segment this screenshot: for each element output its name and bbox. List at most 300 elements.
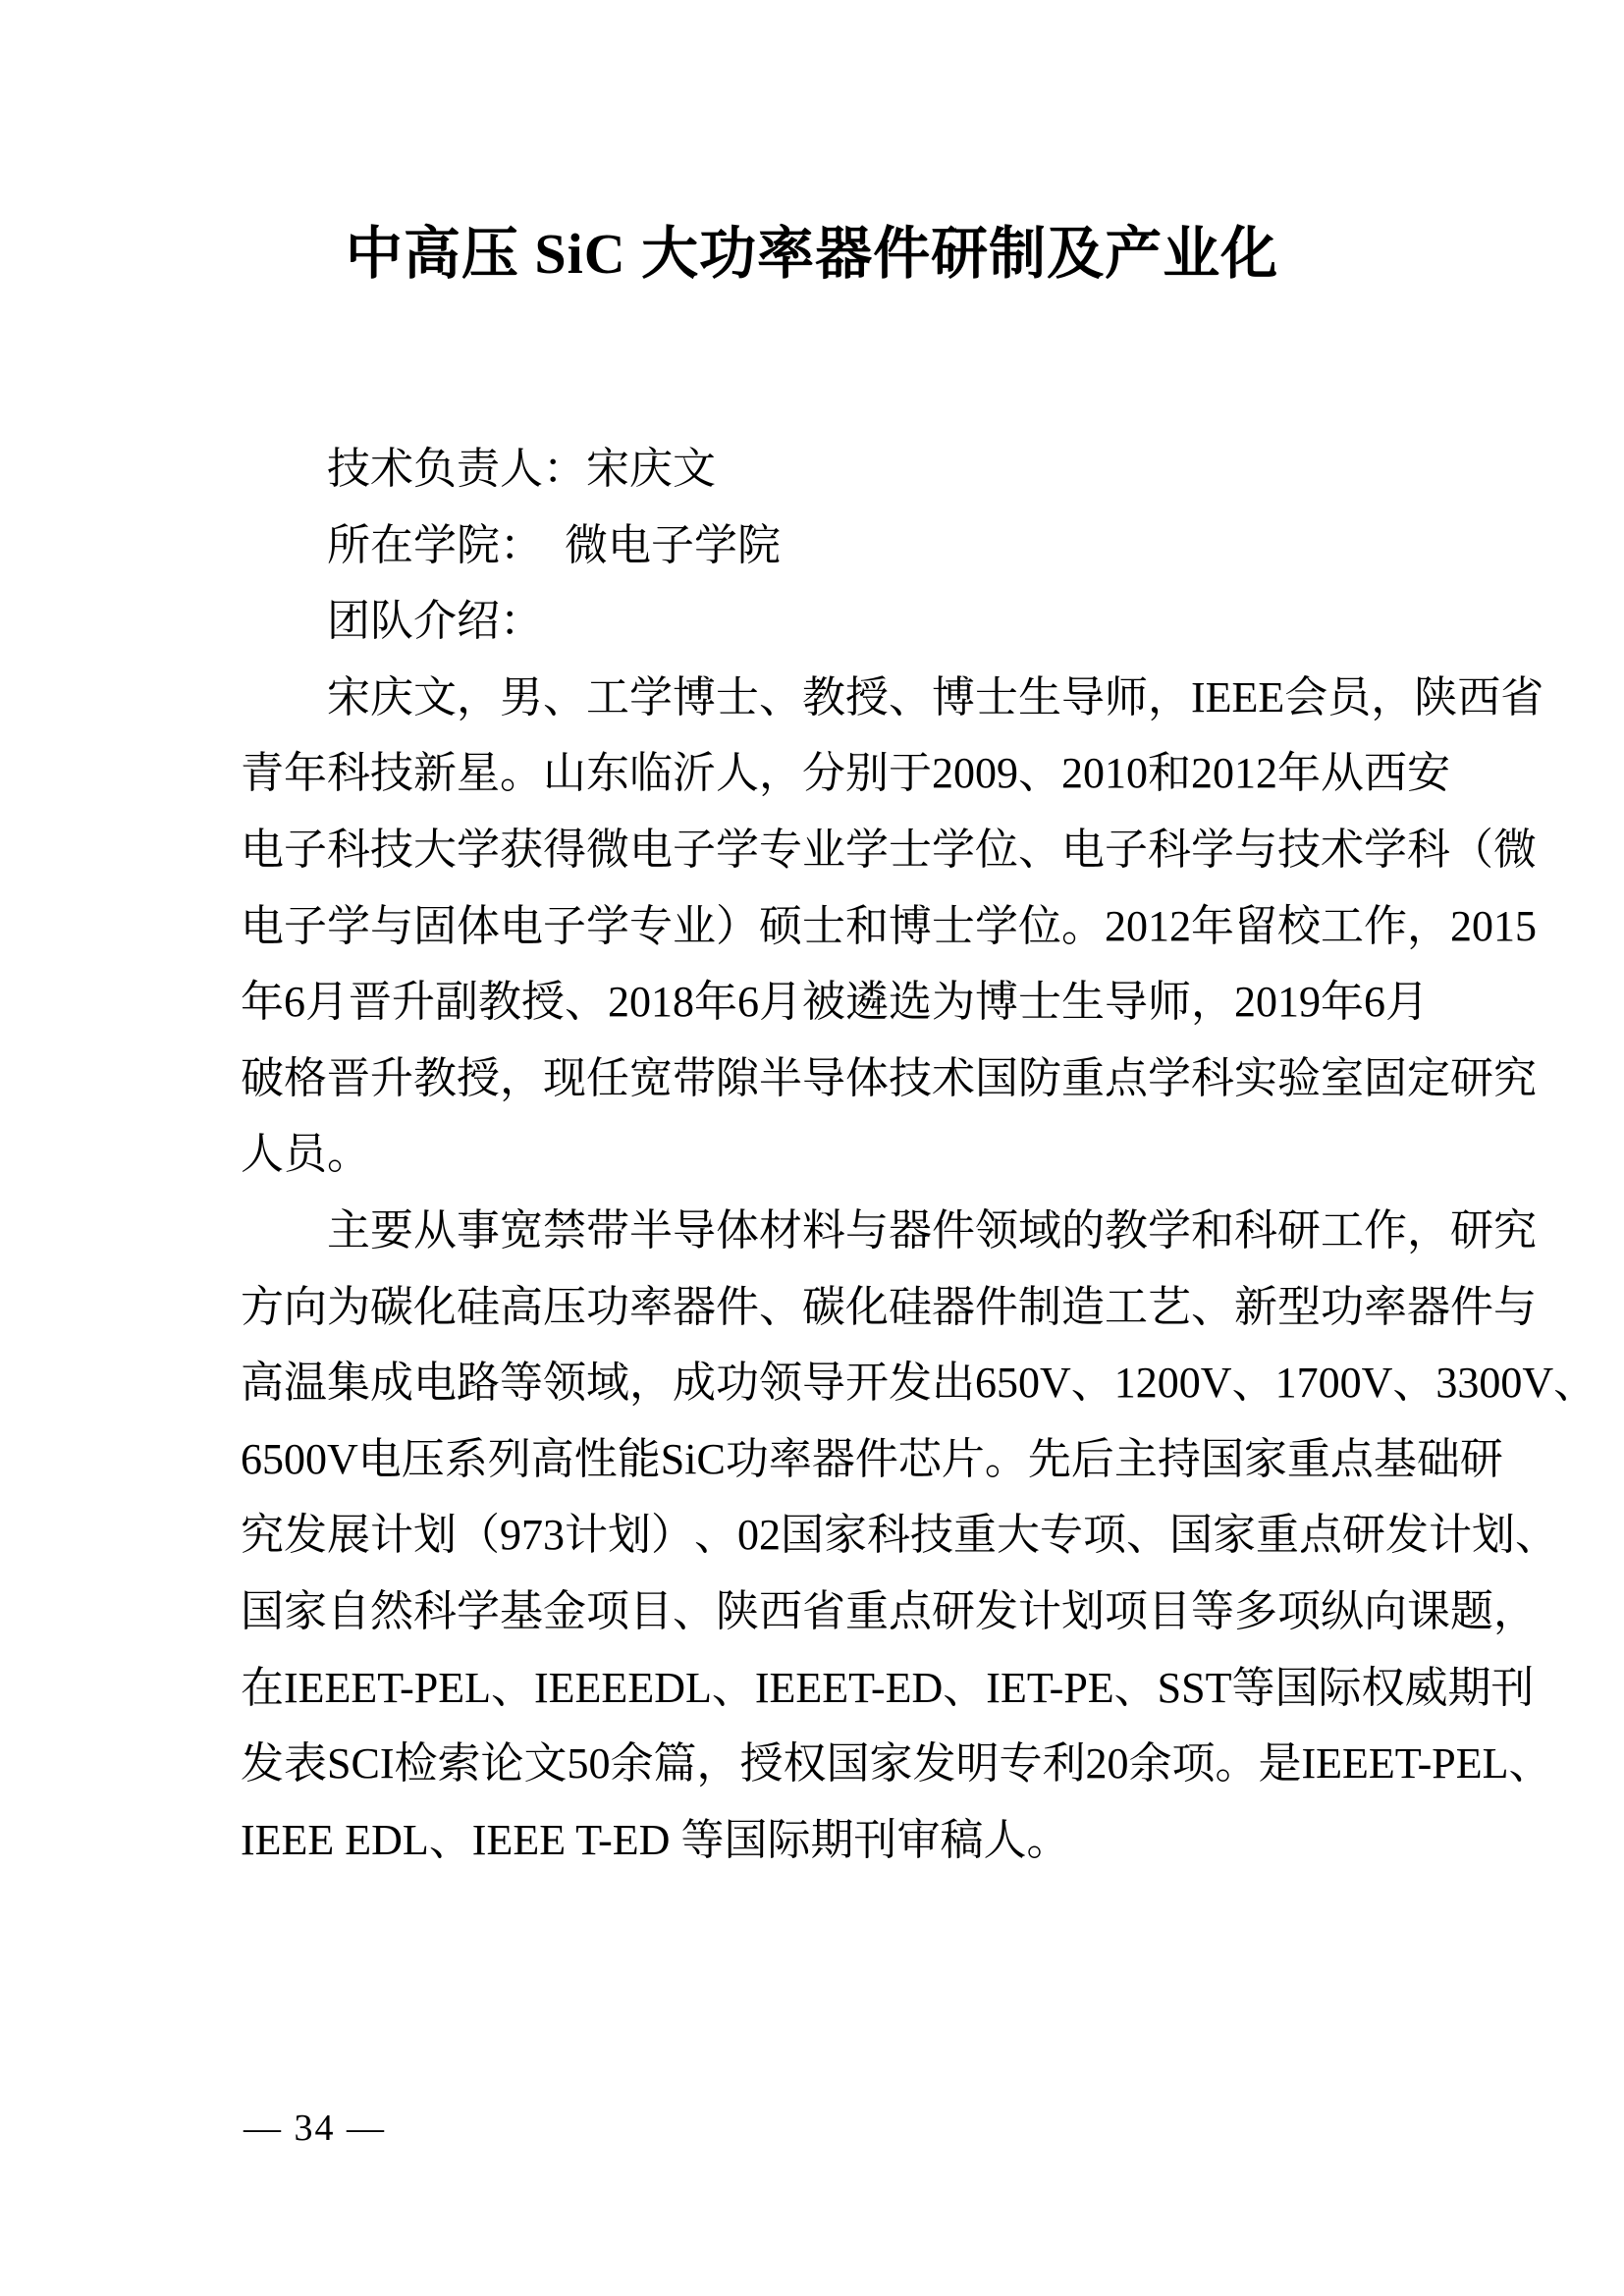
- text-token: 教: [1105, 1205, 1148, 1255]
- text-token: 刊: [1490, 1663, 1535, 1712]
- text-token: 家: [1213, 1511, 1256, 1560]
- text-token: 域: [1018, 1205, 1061, 1255]
- text-token: 20: [1085, 1739, 1129, 1789]
- text-token: 位: [1018, 901, 1061, 950]
- text-token: 项: [1105, 1586, 1148, 1635]
- text-token: 隙: [716, 1053, 759, 1102]
- text-token: 固: [413, 901, 457, 950]
- text-token: 授: [739, 1739, 784, 1789]
- text-token: 子: [673, 825, 716, 874]
- text-token: 新: [413, 749, 457, 798]
- text-token: 重: [1286, 1434, 1330, 1483]
- text-token: 从: [413, 1205, 457, 1255]
- text-token: 基: [500, 1586, 543, 1635]
- text-token: 持: [1157, 1434, 1201, 1483]
- text-token: 学: [1191, 825, 1234, 874]
- text-token: 际: [1318, 1663, 1362, 1712]
- text-token: 器: [889, 1205, 932, 1255]
- text-token: 展: [327, 1511, 370, 1560]
- text-token: 论: [480, 1739, 524, 1789]
- text-token: 与: [1493, 1282, 1537, 1331]
- text-token: 获: [500, 825, 543, 874]
- text-token: ，: [629, 1359, 673, 1408]
- text-line: 团队介绍：: [327, 597, 543, 646]
- text-token: 基: [1373, 1434, 1417, 1483]
- text-token: 领: [975, 1205, 1018, 1255]
- text-token: 晋: [327, 1053, 370, 1102]
- text-token: 业: [673, 901, 716, 950]
- text-token: 电: [357, 1434, 402, 1483]
- text-token: 大: [997, 1511, 1040, 1560]
- text-token: 研: [1277, 1205, 1321, 1255]
- text-token: 专: [1040, 1511, 1083, 1560]
- text-token: 。: [500, 749, 543, 798]
- text-token: 士: [889, 825, 932, 874]
- text-token: 余: [1128, 1739, 1172, 1789]
- text-token: 础: [1416, 1434, 1460, 1483]
- text-token: 性: [573, 1434, 618, 1483]
- text-token: 650V: [975, 1359, 1071, 1408]
- text-token: 化: [413, 1282, 457, 1331]
- text-token: 化: [845, 1282, 889, 1331]
- text-token: 格: [284, 1053, 327, 1102]
- text-token: 发: [912, 1739, 956, 1789]
- text-token: 实: [1234, 1053, 1277, 1102]
- text-token: 、: [1126, 1511, 1169, 1560]
- text-token: ，: [457, 672, 500, 721]
- text-token: 工: [1321, 1205, 1364, 1255]
- text-line: [241, 964, 1429, 1041]
- text-token: 功: [716, 1359, 759, 1408]
- text-token: 硕: [759, 901, 802, 950]
- text-token: 月: [1385, 978, 1429, 1027]
- text-token: 陕: [716, 1586, 759, 1635]
- text-token: 学: [586, 901, 629, 950]
- text-token: 功: [586, 1282, 629, 1331]
- text-token: 重: [1256, 1511, 1299, 1560]
- text-token: 。: [984, 1434, 1028, 1483]
- text-token: 导: [1105, 978, 1148, 1027]
- text-token: 省: [1500, 672, 1544, 721]
- text-token: SST: [1157, 1663, 1232, 1712]
- text-token: 沂: [673, 749, 716, 798]
- text-token: 科: [1148, 825, 1191, 874]
- text-token: 庆: [370, 672, 413, 721]
- text-token: T-PEL: [1394, 1739, 1509, 1789]
- text-token: 等: [500, 1359, 543, 1408]
- text-token: 点: [1105, 1053, 1148, 1102]
- text-token: 划: [1472, 1511, 1515, 1560]
- text-token: 发: [975, 1586, 1018, 1635]
- text-token: 东: [586, 749, 629, 798]
- text-token: 、: [1515, 1511, 1558, 1560]
- text-token: 硅: [457, 1282, 500, 1331]
- text-token: 国: [1200, 1434, 1244, 1483]
- text-token: 半: [629, 1205, 673, 1255]
- text-token: 任: [586, 1053, 629, 1102]
- text-token: 、: [1113, 1663, 1158, 1712]
- text-token: 生: [1061, 978, 1105, 1027]
- text-line: [241, 1726, 1552, 1802]
- text-token: 校: [1277, 901, 1321, 950]
- text-token: 利: [1042, 1739, 1086, 1789]
- text-token: 体: [845, 1053, 889, 1102]
- text-token: 士: [975, 672, 1018, 721]
- text-token: 、: [759, 672, 802, 721]
- text-token: 划: [413, 1511, 457, 1560]
- text-token: 发: [284, 1511, 327, 1560]
- text-token: 士: [716, 672, 759, 721]
- text-token: 带: [673, 1053, 716, 1102]
- text-token: 学: [327, 901, 370, 950]
- text-token: 士: [802, 901, 845, 950]
- text-token: 宋: [327, 672, 370, 721]
- text-token: 升: [392, 978, 435, 1027]
- text-token: 究: [1493, 1205, 1537, 1255]
- text-token: 月: [305, 978, 349, 1027]
- text-token: 电: [241, 901, 284, 950]
- text-token: 分: [802, 749, 845, 798]
- text-token: 临: [629, 749, 673, 798]
- text-token: 陕: [1414, 672, 1458, 721]
- text-token: 子: [284, 901, 327, 950]
- text-token: 、: [1018, 825, 1061, 874]
- text-token: 工: [1105, 1282, 1148, 1331]
- text-token: 计: [370, 1511, 413, 1560]
- text-token: 男: [500, 672, 543, 721]
- text-token: 导: [802, 1053, 845, 1102]
- text-token: 压: [543, 1282, 586, 1331]
- text-token: 导: [673, 1205, 716, 1255]
- text-token: 、: [543, 672, 586, 721]
- text-line: [241, 1421, 1503, 1498]
- text-token: 技: [910, 1511, 953, 1560]
- text-token: IET-PE: [986, 1663, 1114, 1712]
- text-token: 2018: [608, 978, 694, 1027]
- text-token: 学: [629, 672, 673, 721]
- text-token: 方: [241, 1282, 284, 1331]
- text-token: 新: [1234, 1282, 1277, 1331]
- text-token: 项: [586, 1586, 629, 1635]
- text-token: 业: [802, 825, 845, 874]
- text-token: 位: [975, 825, 1018, 874]
- text-token: 和: [1191, 1205, 1234, 1255]
- text-token: 科: [327, 749, 370, 798]
- text-token: 技: [370, 825, 413, 874]
- text-token: 、: [1553, 1359, 1597, 1408]
- text-token: 和: [1148, 749, 1191, 798]
- text-token: 点: [1329, 1434, 1374, 1483]
- text-token: 学: [1148, 1053, 1191, 1102]
- text-token: 电: [241, 825, 284, 874]
- text-token: 期: [1447, 1663, 1491, 1712]
- text-token: 金: [543, 1586, 586, 1635]
- text-token: 、: [1392, 1359, 1436, 1408]
- text-token: 国: [1169, 1511, 1213, 1560]
- text-token: 6: [1364, 978, 1385, 1027]
- text-token: IEEE: [1301, 1739, 1395, 1789]
- text-token: 、: [1070, 1359, 1114, 1408]
- text-token: 。: [1061, 901, 1105, 950]
- text-token: 2019: [1234, 978, 1321, 1027]
- text-token: 年: [694, 978, 737, 1027]
- text-token: 年: [284, 749, 327, 798]
- text-token: 电: [500, 901, 543, 950]
- text-token: IEEE: [1191, 672, 1285, 721]
- text-token: 微: [1493, 825, 1537, 874]
- text-token: ，: [759, 749, 802, 798]
- text-token: 、: [565, 978, 608, 1027]
- text-token: 教: [478, 978, 521, 1027]
- text-token: 自: [327, 1586, 370, 1635]
- text-token: 成: [673, 1359, 716, 1408]
- text-token: 于: [889, 749, 932, 798]
- text-token: 要: [370, 1205, 413, 1255]
- text-token: 体: [457, 901, 500, 950]
- text-token: 学: [845, 825, 889, 874]
- text-token: 年: [1191, 901, 1234, 950]
- text-token: 科: [1407, 825, 1450, 874]
- text-token: 学: [1148, 1205, 1191, 1255]
- text-token: ，: [696, 1739, 740, 1789]
- text-token: 、: [889, 672, 932, 721]
- text-token: 路: [457, 1359, 500, 1408]
- text-line: [241, 735, 1450, 812]
- text-token: 电: [629, 825, 673, 874]
- text-token: 件: [975, 1282, 1018, 1331]
- text-token: 年: [241, 978, 284, 1027]
- text-token: 固: [1364, 1053, 1407, 1102]
- text-token: 教: [413, 1053, 457, 1102]
- text-token: 芯: [897, 1434, 942, 1483]
- text-token: 验: [1277, 1053, 1321, 1102]
- text-token: 、: [943, 1663, 987, 1712]
- text-token: 件: [716, 1282, 759, 1331]
- text-token: IEEE: [754, 1663, 849, 1712]
- text-token: ，: [500, 1053, 543, 1102]
- text-token: 事: [457, 1205, 500, 1255]
- text-token: 博: [889, 901, 932, 950]
- text-token: 现: [543, 1053, 586, 1102]
- text-token: 博: [975, 978, 1018, 1027]
- text-token: 为: [932, 978, 975, 1027]
- text-token: 术: [1321, 825, 1364, 874]
- text-token: 西: [1364, 749, 1407, 798]
- text-token: 。: [1215, 1739, 1259, 1789]
- text-token: 年: [1321, 978, 1364, 1027]
- text-token: 室: [1321, 1053, 1364, 1102]
- text-token: 研: [1450, 1205, 1493, 1255]
- text-token: 别: [845, 749, 889, 798]
- text-token: 器: [673, 1282, 716, 1331]
- text-token: 成: [370, 1359, 413, 1408]
- text-token: 定: [1407, 1053, 1450, 1102]
- text-token: IEEE: [284, 1663, 378, 1712]
- text-token: 题: [1450, 1586, 1493, 1635]
- text-token: 破: [241, 1053, 284, 1102]
- text-token: 被: [802, 978, 845, 1027]
- text-token: 温: [284, 1359, 327, 1408]
- text-token: 学: [1364, 825, 1407, 874]
- text-token: 艺: [1148, 1282, 1191, 1331]
- text-token: 博: [932, 672, 975, 721]
- text-token: 计: [1429, 1511, 1472, 1560]
- text-token: 6: [284, 978, 305, 1027]
- text-token: 向: [1364, 1586, 1407, 1635]
- text-token: 专: [759, 825, 802, 874]
- text-token: 专: [629, 901, 673, 950]
- text-token: 师: [1105, 672, 1148, 721]
- text-token: 高: [530, 1434, 574, 1483]
- text-token: 导: [802, 1359, 845, 1408]
- text-token: 、: [1018, 749, 1061, 798]
- text-token: 功: [1321, 1282, 1364, 1331]
- text-token: 国: [975, 1053, 1018, 1102]
- text-token: 课: [1407, 1586, 1450, 1635]
- text-token: 点: [1299, 1511, 1342, 1560]
- text-token: 西: [759, 1586, 802, 1635]
- text-token: 员: [1327, 672, 1372, 721]
- text-token: 划: [608, 1511, 651, 1560]
- text-token: ，: [1191, 978, 1234, 1027]
- text-token: 家: [824, 1511, 867, 1560]
- text-token: 项: [1277, 1586, 1321, 1635]
- text-token: ，: [1407, 901, 1450, 950]
- text-token: 和: [845, 901, 889, 950]
- text-token: 技: [889, 1053, 932, 1102]
- text-line: [241, 1650, 1535, 1727]
- text-token: 升: [370, 1053, 413, 1102]
- text-token: 文: [413, 672, 457, 721]
- text-token: 开: [845, 1359, 889, 1408]
- text-token: 国: [826, 1739, 870, 1789]
- text-token: 计: [565, 1511, 608, 1560]
- text-token: 高: [241, 1359, 284, 1408]
- text-token: 6500V: [241, 1434, 358, 1483]
- text-token: 的: [1061, 1205, 1105, 1255]
- text-token: 制: [1018, 1282, 1061, 1331]
- text-token: 安: [1407, 749, 1450, 798]
- text-token: 3300V: [1435, 1359, 1554, 1408]
- text-token: 等: [1231, 1663, 1275, 1712]
- text-token: 6: [737, 978, 759, 1027]
- text-token: 选: [889, 978, 932, 1027]
- text-token: （: [1450, 825, 1493, 874]
- text-token: 学: [932, 825, 975, 874]
- text-token: 域: [586, 1359, 629, 1408]
- text-token: 威: [1404, 1663, 1448, 1712]
- text-token: 余: [610, 1739, 654, 1789]
- text-token: 在: [241, 1663, 284, 1712]
- text-token: 、: [491, 1663, 535, 1712]
- text-token: 发: [1385, 1511, 1429, 1560]
- text-token: 等: [1191, 1586, 1234, 1635]
- text-token: 造: [1061, 1282, 1105, 1331]
- text-token: 集: [327, 1359, 370, 1408]
- text-token: 目: [1148, 1586, 1191, 1635]
- text-token: 工: [1321, 901, 1364, 950]
- text-token: 973: [500, 1511, 565, 1560]
- text-token: 项: [1083, 1511, 1126, 1560]
- text-token: 出: [932, 1359, 975, 1408]
- text-token: 率: [1364, 1282, 1407, 1331]
- text-token: 能: [617, 1434, 661, 1483]
- text-line: [241, 1345, 1597, 1421]
- text-token: 带: [586, 1205, 629, 1255]
- page-title: 中高压 SiC 大功率器件研制及产业化: [345, 222, 1279, 286]
- text-token: 2009: [932, 749, 1018, 798]
- text-token: 从: [1321, 749, 1364, 798]
- text-token: 晋: [349, 978, 392, 1027]
- text-token: 2010: [1061, 749, 1148, 798]
- text-token: 学: [457, 825, 500, 874]
- text-token: 系: [444, 1434, 488, 1483]
- text-token: 主: [327, 1205, 370, 1255]
- text-token: 科: [327, 825, 370, 874]
- text-token: 发: [241, 1739, 284, 1789]
- text-token: ）: [716, 901, 759, 950]
- text-token: 与: [1234, 825, 1277, 874]
- text-token: 先: [1027, 1434, 1071, 1483]
- text-token: 专: [999, 1739, 1043, 1789]
- text-token: ，: [1407, 1205, 1450, 1255]
- text-token: 为: [327, 1282, 370, 1331]
- text-token: 划: [1061, 1586, 1105, 1635]
- text-token: 器: [932, 1282, 975, 1331]
- text-token: 电: [413, 1359, 457, 1408]
- text-token: 士: [1018, 978, 1061, 1027]
- text-token: 宽: [500, 1205, 543, 1255]
- text-token: 电: [1061, 825, 1105, 874]
- text-token: 重: [1061, 1053, 1105, 1102]
- text-token: ，: [1148, 672, 1191, 721]
- text-token: 作: [1364, 901, 1407, 950]
- text-token: 、: [711, 1663, 755, 1712]
- page-number: — 34 —: [244, 2108, 386, 2149]
- text-token: 列: [487, 1434, 531, 1483]
- text-token: 科: [867, 1511, 910, 1560]
- text-token: 家: [284, 1586, 327, 1635]
- text-token: 主: [1113, 1434, 1158, 1483]
- text-token: 人: [716, 749, 759, 798]
- text-token: 博: [673, 672, 716, 721]
- text-token: 文: [523, 1739, 568, 1789]
- text-token: 宽: [629, 1053, 673, 1102]
- text-token: 禁: [543, 1205, 586, 1255]
- text-token: 师: [1148, 978, 1191, 1027]
- text-token: 研: [1450, 1053, 1493, 1102]
- text-token: 索: [437, 1739, 481, 1789]
- text-token: ）: [651, 1511, 694, 1560]
- text-token: 表: [284, 1739, 327, 1789]
- text-token: 学: [457, 1586, 500, 1635]
- text-token: 术: [932, 1053, 975, 1102]
- text-token: 发: [889, 1359, 932, 1408]
- text-token: 留: [1234, 901, 1277, 950]
- document-body: [241, 431, 1597, 1878]
- text-token: 技: [370, 749, 413, 798]
- text-line: [327, 1193, 1537, 1269]
- text-token: 项: [1171, 1739, 1216, 1789]
- text-token: 硅: [889, 1282, 932, 1331]
- text-token: （: [457, 1511, 500, 1560]
- text-token: 、: [673, 1586, 716, 1635]
- text-line: [327, 660, 1544, 736]
- text-token: 1200V: [1113, 1359, 1232, 1408]
- text-token: 士: [932, 901, 975, 950]
- text-token: 微: [586, 825, 629, 874]
- text-line: IEEE EDL、IEEE T-ED 等国际期刊审稿人。: [241, 1815, 1070, 1864]
